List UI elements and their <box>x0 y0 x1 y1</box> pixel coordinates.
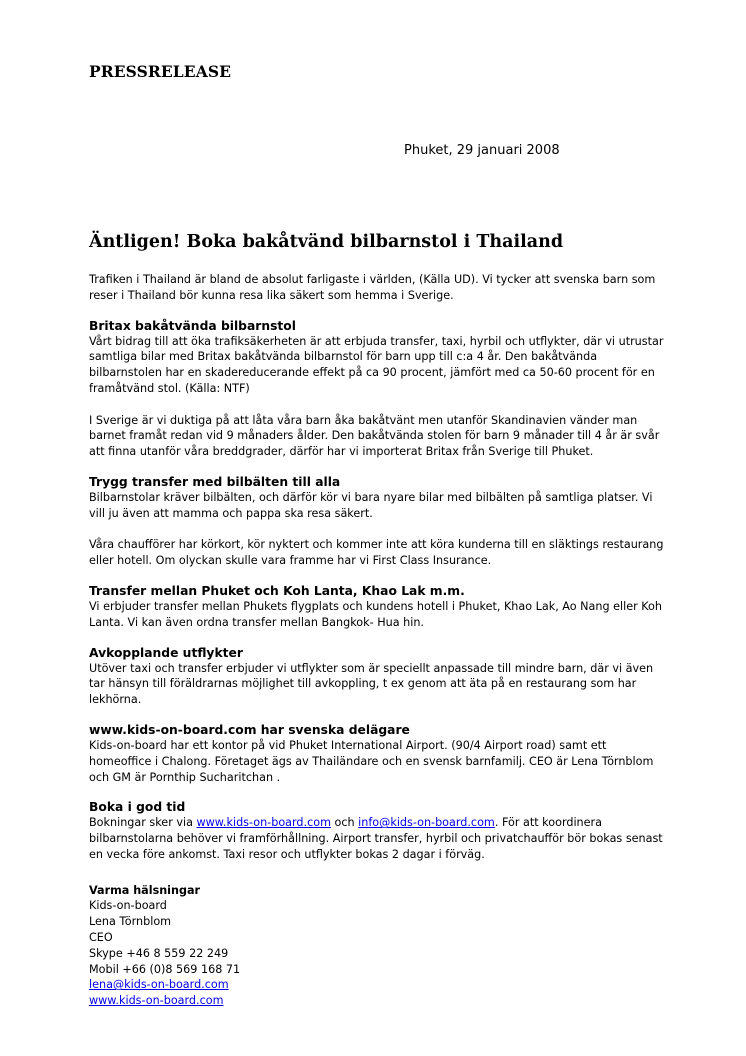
section-heading-trygg: Trygg transfer med bilbälten till alla <box>89 474 341 489</box>
trygg-paragraph-1: Bilbarnstolar kräver bilbälten, och därför kör vi bara nyare bilar med bilbälten på samtliga platser. Vi vill ju även att mamma och pappa ska resa säkert. <box>89 490 653 520</box>
signature-skype: Skype +46 8 559 22 249 <box>89 946 229 960</box>
press-release-body <box>89 272 669 1009</box>
utflykter-paragraph: Utöver taxi och transfer erbjuder vi utflykter som är speciellt anpassade till mindre barn, där vi även tar hänsyn till föräldrarnas möjlighet till avkoppling, t ex genom att äta på en restaurang som har lekhörna. <box>89 661 654 707</box>
signature-mobile: Mobil +66 (0)8 569 168 71 <box>89 962 241 976</box>
signature-name: Lena Törnblom <box>89 915 172 929</box>
signature-greeting: Varma hälsningar <box>89 883 201 897</box>
section-heading-britax: Britax bakåtvända bilbarnstol <box>89 318 296 333</box>
signature-email-link[interactable]: lena@kids-on-board.com <box>89 978 229 992</box>
signature-company: Kids-on-board <box>89 899 167 913</box>
section-heading-boka: Boka i god tid <box>89 800 186 815</box>
britax-paragraph-2: I Sverige är vi duktiga på att låta våra barn åka bakåtvänt men utanför Skandinavien vänder man barnet framåt redan vid 9 månaders ålder. Den bakåtvända stolen för barn 9 månader till 4 år är svår att finna utanför våra breddgrader, därför har vi importerat Britax från Sverige till Phuket. <box>89 413 660 459</box>
trygg-paragraph-2: Våra chaufförer har körkort, kör nyktert och kommer inte att köra kunderna till en släktings restaurang eller hotell. Om olyckan skulle vara framme har vi First Class Insurance. <box>89 538 664 568</box>
document-label: PRESSRELEASE <box>89 62 232 81</box>
boka-text-mid: och <box>330 816 359 830</box>
section-heading-utflykter: Avkopplande utflykter <box>89 645 243 660</box>
boka-text-before: Bokningar sker via <box>89 816 197 830</box>
boka-text-after: . För att koordinera bilbarnstolarna behöver vi framförhållning. Airport transfer, hyrbil och privatchaufför bör bokas senast en vecka före ankomst. Taxi resor och utflykter bokas 2 dagar i förväg. <box>89 816 663 861</box>
transfer-paragraph: Vi erbjuder transfer mellan Phukets flygplats och kundens hotell i Phuket, Khao Lak, Ao Nang eller Koh Lanta. Vi kan även ordna transfer mellan Bangkok- Hua hin. <box>89 599 662 629</box>
britax-paragraph-1: Vårt bidrag till att öka trafiksäkerheten är att erbjuda transfer, taxi, hyrbil och utflykter, där vi utrustar samtliga bilar med Britax bakåtvända bilbarnstol för barn upp till c:a 4 år. Den bakåtvända bilbarnstolen har en skadereducerande effekt på ca 90 procent, jämfört med ca 50-60 procent för en framåtvänd stol. (Källa: NTF) <box>89 334 664 395</box>
page-title: Äntligen! Boka bakåtvänd bilbarnstol i Thailand <box>89 232 564 252</box>
intro-paragraph: Trafiken i Thailand är bland de absolut farligaste i världen, (Källa UD). Vi tycker att svenska barn som reser i Thailand bör kunna resa lika säkert som hemma i Sverige. <box>89 273 656 302</box>
info-email-link[interactable]: info@kids-on-board.com <box>358 816 495 830</box>
owners-paragraph: Kids-on-board har ett kontor på vid Phuket International Airport. (90/4 Airport road) samt ett homeoffice i Chalong. Företaget ägs av Thailändare och en svensk barnfamilj. CEO är Lena Törnblom och GM är Pornthip Sucharitchan . <box>89 738 654 784</box>
signature-role: CEO <box>89 930 113 944</box>
section-heading-owners: www.kids-on-board.com har svenska delägare <box>89 722 410 737</box>
dateline: Phuket, 29 januari 2008 <box>404 143 560 158</box>
boka-paragraph <box>89 815 669 862</box>
website-link[interactable]: www.kids-on-board.com <box>196 816 331 830</box>
signature-website-link[interactable]: www.kids-on-board.com <box>89 994 224 1008</box>
section-heading-transfer: Transfer mellan Phuket och Koh Lanta, Khao Lak m.m. <box>89 583 465 598</box>
